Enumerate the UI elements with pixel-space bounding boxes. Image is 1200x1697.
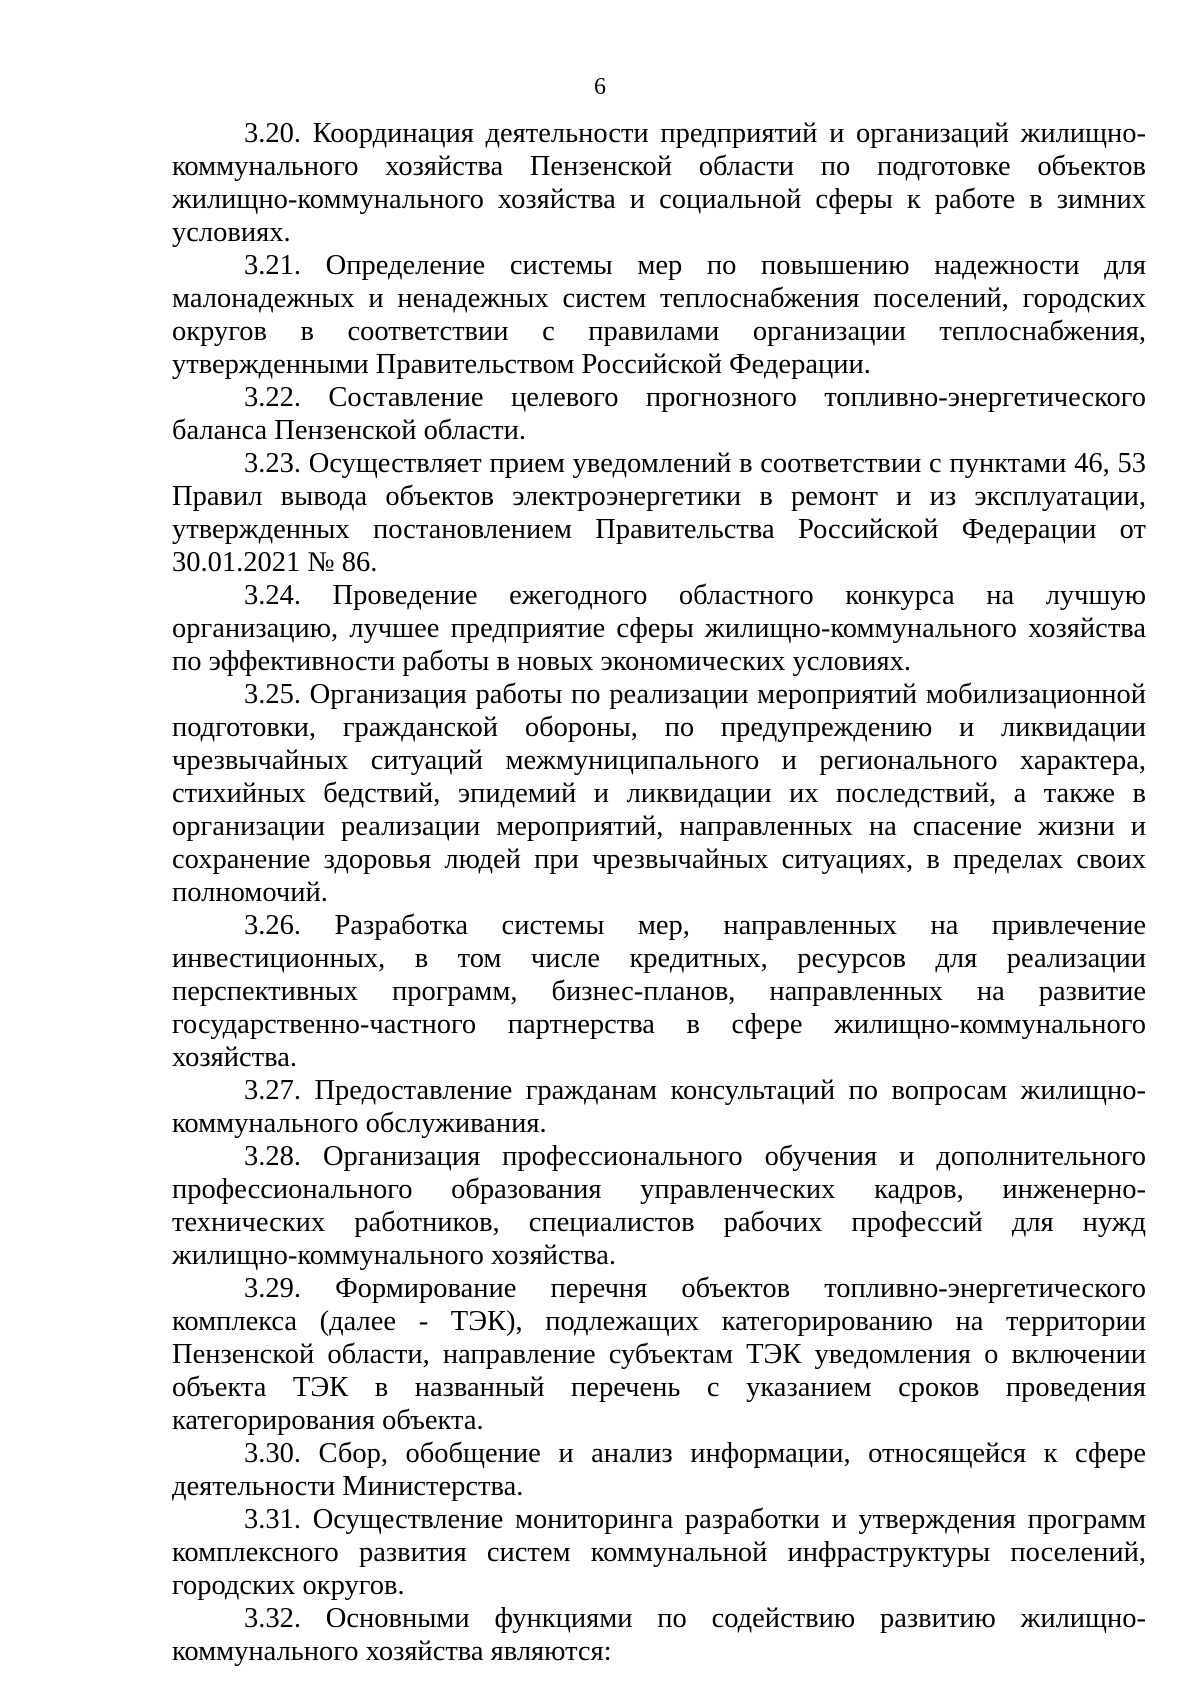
paragraph-3-20: 3.20. Координация деятельности предприятий и организаций жилищно-коммунального хозяйства Пензенской области по подготовке объектов жилищно-коммунального хозяйства и социальной сферы к работе в зимних условиях. [172,118,1146,248]
page-number: 6 [594,74,606,100]
document-body [172,117,1146,1668]
paragraph-3-25: 3.25. Организация работы по реализации мероприятий мобилизационной подготовки, гражданской обороны, по предупреждению и ликвидации чрезвычайных ситуаций межмуниципального и регионального характера, стихийных бедствий, эпидемий и ликвидации их последствий, а также в организации реализации мероприятий, направленных на спасение жизни и сохранение здоровья людей при чрезвычайных ситуациях, в пределах своих полномочий. [172,679,1146,908]
paragraph-3-29: 3.29. Формирование перечня объектов топливно-энергетического комплекса (далее - ТЭК), подлежащих категорированию на территории Пензенской области, направление субъектам ТЭК уведомления о включении объекта ТЭК в названный перечень с указанием сроков проведения категорирования объекта. [172,1273,1146,1436]
paragraph-3-30: 3.30. Сбор, обобщение и анализ информации, относящейся к сфере деятельности Министерства. [172,1438,1146,1502]
paragraph-3-21: 3.21. Определение системы мер по повышению надежности для малонадежных и ненадежных систем теплоснабжения поселений, городских округов в соответствии с правилами организации теплоснабжения, утвержденными Правительством Российской Федерации. [172,250,1146,380]
paragraph-3-28: 3.28. Организация профессионального обучения и дополнительного профессионального образования управленческих кадров, инженерно-технических работников, специалистов рабочих профессий для нужд жилищно-коммунального хозяйства. [172,1141,1146,1271]
paragraph-3-22: 3.22. Составление целевого прогнозного топливно-энергетического баланса Пензенской области. [172,382,1146,446]
paragraph-3-24: 3.24. Проведение ежегодного областного конкурса на лучшую организацию, лучшее предприятие сферы жилищно-коммунального хозяйства по эффективности работы в новых экономических условиях. [172,580,1146,677]
paragraph-3-26: 3.26. Разработка системы мер, направленных на привлечение инвестиционных, в том числе кредитных, ресурсов для реализации перспективных программ, бизнес-планов, направленных на развитие государственно-частного партнерства в сфере жилищно-коммунального хозяйства. [172,910,1146,1073]
paragraph-3-32: 3.32. Основными функциями по содействию развитию жилищно-коммунального хозяйства являются: [172,1603,1146,1667]
paragraph-3-23: 3.23. Осуществляет прием уведомлений в соответствии с пунктами 46, 53 Правил вывода объектов электроэнергетики в ремонт и из эксплуатации, утвержденных постановлением Правительства Российской Федерации от 30.01.2021 № 86. [172,448,1146,578]
paragraph-3-27: 3.27. Предоставление гражданам консультаций по вопросам жилищно-коммунального обслуживания. [172,1075,1146,1139]
paragraph-3-31: 3.31. Осуществление мониторинга разработки и утверждения программ комплексного развития систем коммунальной инфраструктуры поселений, городских округов. [172,1504,1146,1601]
